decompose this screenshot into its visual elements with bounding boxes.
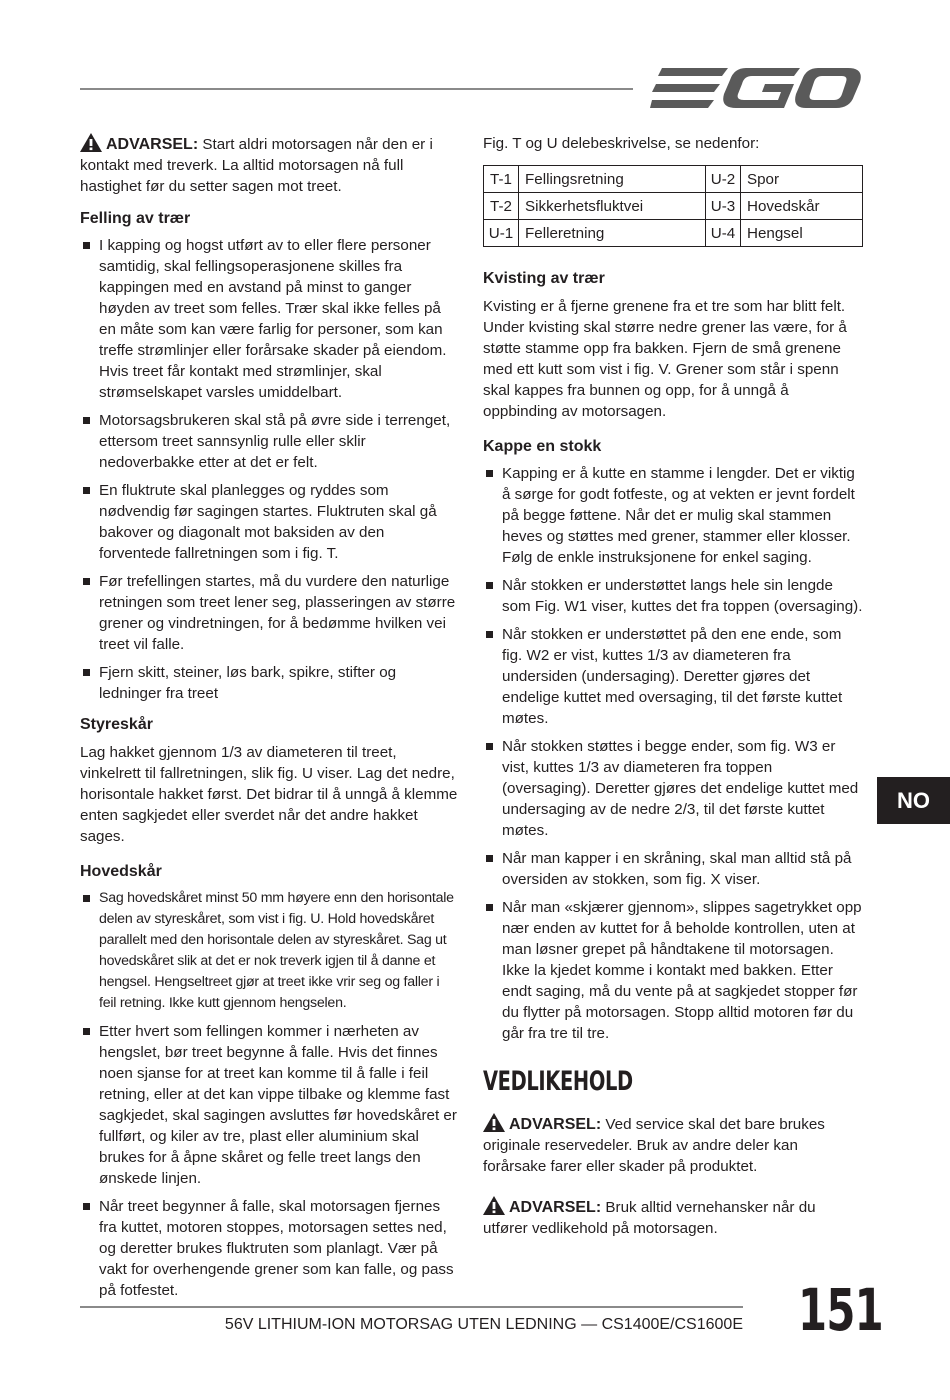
bullet-icon (486, 743, 493, 750)
ego-logo (650, 64, 862, 112)
bullet-icon (83, 578, 90, 585)
list-item: Når man kapper i en skråning, skal man alltid stå på oversiden av stokken, som fig. X viser. (483, 848, 863, 890)
warning-spare-parts (483, 1113, 863, 1177)
warning-text: Ved service skal det bare brukes originale reservedeler. Bruk av andre deler kan forårsake farer eller skader på produktet. (483, 1116, 825, 1175)
bullet-icon (83, 1028, 90, 1035)
heading-kappe: Kappe en stokk (483, 438, 602, 455)
bullet-icon (486, 855, 493, 862)
list-item: Etter hvert som fellingen kommer i nærheten av hengslet, bør treet begynne å falle. Hvis det finnes noen sjanse for at treet kan komme til å falle i feil retning, eller at det kan vippe tilbake og klemme fast sagkjedet, skal sagingen avsluttes før hovedskåret er fullført, og kiler av tre, plast eller aluminium skal brukes for å åpne skåret og felle treet langs den ønskede linjen. (80, 1021, 460, 1189)
table-row: T-2 Sikkerhetsfluktvei U-3 Hovedskår (484, 193, 863, 220)
warning-icon (483, 1113, 505, 1132)
list-item: Fjern skitt, steiner, løs bark, spikre, stifter og ledninger fra treet (80, 662, 460, 704)
footer-rule (80, 1306, 743, 1308)
table-row: T-1 Fellingsretning U-2 Spor (484, 166, 863, 193)
bullet-icon (83, 417, 90, 424)
right-column (483, 130, 863, 1239)
parts-table (483, 165, 863, 247)
kappe-list (483, 463, 863, 1044)
table-row: U-1 Felleretning U-4 Hengsel (484, 220, 863, 247)
list-item: I kapping og hogst utført av to eller flere personer samtidig, skal fellingsoperasjonene skilles fra kappingen med en avstand på minst to ganger høyden av treet som felles. Trær skal ikke felles på en måte som kan være farlig for personer, som kan treffe strømlinjer eller forårsake skader på eiendom. Hvis treet får kontakt med strømlinjer, skal strømselskapet varsles umiddelbart. (80, 235, 460, 403)
list-item: Når treet begynner å falle, skal motorsagen fjernes fra kuttet, motoren stoppes, motorsagen settes ned, og deretter brukes fluktruten som planlagt. Vær på vakt for overhengende grener som kan falle, og pass på fotfestet. (80, 1196, 460, 1301)
bullet-icon (486, 582, 493, 589)
warning-label: ADVARSEL: (509, 1116, 602, 1133)
list-item: En fluktrute skal planlegges og ryddes som nødvendig før sagingen startes. Fluktruten skal gå bakover og diagonalt mot baksiden av den forventede fallretningen som i fig. T. (80, 480, 460, 564)
section-title-vedlikehold: VEDLIKEHOLD (483, 1066, 633, 1097)
bullet-icon (486, 904, 493, 911)
bullet-icon (83, 669, 90, 676)
header-rule (80, 88, 633, 90)
styreskar-text: Lag hakket gjennom 1/3 av diameteren til treet, vinkelrett til fallretningen, slik fig. U viser. Lag det nedre, horisontale hakket først. Det bidrar til å unngå å klemme enten sagkjedet eller sverdet når det andre hakket sages. (80, 744, 458, 845)
left-column (80, 130, 460, 1308)
hovedskar-list (80, 888, 460, 1301)
kvisting-text: Kvisting er å fjerne grenene fra et tre som har blitt felt. Under kvisting skal større nedre grener las være, for å støtte stamme opp fra bakken. Fjern de små grenene med ett kutt som vist i fig. V. Grener som står i spenn skal kappes fra bunnen og opp, for å unngå å oppbinding av motorsagen. (483, 298, 847, 420)
heading-felling: Felling av trær (80, 210, 191, 227)
language-tab: NO (877, 777, 950, 824)
warning-text: Start aldri motorsagen når den er i kontakt med treverk. La alltid motorsagen nå full hastighet før du setter sagen mot treet. (80, 136, 433, 195)
heading-kvisting: Kvisting av trær (483, 270, 605, 287)
list-item: Sag hovedskåret minst 50 mm høyere enn den horisontale delen av styreskåret, som vist i fig. U. Hold hovedskåret parallelt med den horisontale delen av styreskåret. Sag ut hovedskåret slik at det er nok treverk igjen til å danne et hengsel. Hengseltreet gjør at treet ikke vrir seg og faller i feil retning. Ikke kutt gjennom hengselen. (80, 888, 460, 1014)
warning-label: ADVARSEL: (509, 1199, 602, 1216)
warning-gloves (483, 1196, 863, 1239)
bullet-icon (83, 1203, 90, 1210)
bullet-icon (486, 631, 493, 638)
warning-icon (483, 1196, 505, 1215)
list-item: Når stokken støttes i begge ender, som fig. W3 er vist, kuttes 1/3 av diameteren fra toppen (oversaging). Deretter gjøres det endelige kuttet med undersaging av de nedre 2/3, til det første kuttet møtes. (483, 736, 863, 841)
footer-title: 56V LITHIUM-ION MOTORSAG UTEN LEDNING — CS1400E/CS1600E (224, 1316, 743, 1333)
bullet-icon (83, 895, 90, 902)
warning-icon (80, 133, 102, 152)
fig-intro: Fig. T og U delebeskrivelse, se nedenfor: (483, 135, 760, 152)
list-item: Når stokken er understøttet på den ene ende, som fig. W2 er vist, kuttes 1/3 av diameteren fra undersiden (undersaging). Deretter gjøres det endelige kuttet med oversaging, til det første kuttet møtes. (483, 624, 863, 729)
list-item: Når stokken er understøttet langs hele sin lengde som Fig. W1 viser, kuttes det fra toppen (oversaging). (483, 575, 863, 617)
page-number: 151 (798, 1276, 884, 1344)
heading-hovedskar: Hovedskår (80, 863, 162, 880)
list-item: Kapping er å kutte en stamme i lengder. Det er viktig å sørge for godt fotfeste, og at vekten er jevnt fordelt på begge føttene. Når det er mulig skal stammen heves og støttes med grener, stammer eller klosser. Følg de enkle instruksjonene for enkel saging. (483, 463, 863, 568)
list-item: Motorsagsbrukeren skal stå på øvre side i terrenget, ettersom treet sannsynlig rulle eller sklir nedoverbakke etter at det er felt. (80, 410, 460, 473)
heading-styreskar: Styreskår (80, 716, 153, 733)
bullet-icon (83, 242, 90, 249)
bullet-icon (486, 470, 493, 477)
list-item: Når man «skjærer gjennom», slippes sagetrykket opp nær enden av kuttet for å beholde kontrollen, uten at man løsner grepet på håndtakene til motorsagen. Ikke la kjedet komme i kontakt med bakken. Etter endt saging, må du vente på at sagkjedet stopper før du flytter på motorsagen. Stopp alltid motoren før du går fra tre til tre. (483, 897, 863, 1044)
warning-label: ADVARSEL: (106, 136, 199, 153)
warning-start-saw (80, 133, 460, 197)
bullet-icon (83, 487, 90, 494)
list-item: Før trefellingen startes, må du vurdere den naturlige retningen som treet lener seg, plasseringen av større grener og vindretningen, for å bedømme hvilken vei treet vil falle. (80, 571, 460, 655)
felling-list (80, 235, 460, 704)
warning-text: Bruk alltid vernehansker når du utfører vedlikehold på motorsagen. (483, 1199, 816, 1237)
